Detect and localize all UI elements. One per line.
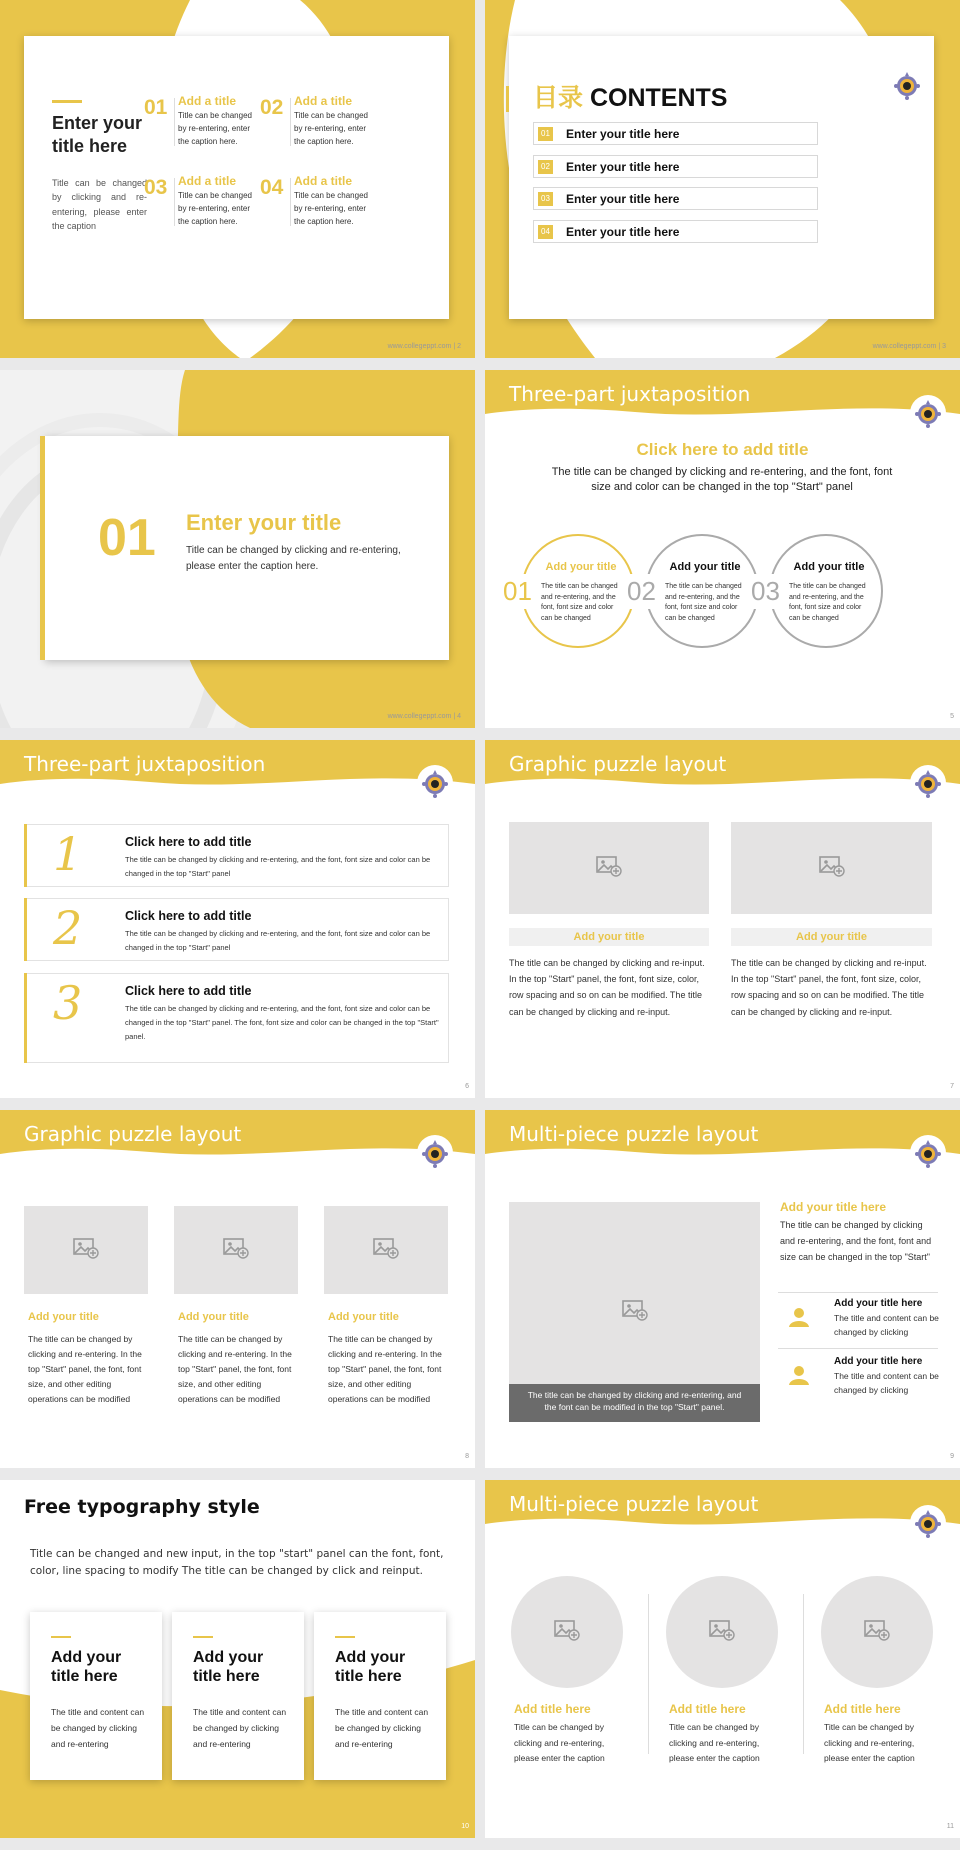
circle-item-03[interactable] <box>751 534 883 654</box>
item-text: Title can be changed by re-entering, enter the caption here. <box>294 111 368 146</box>
image-placeholder[interactable] <box>731 822 932 914</box>
col-text: Title can be changed by clicking and re-entering, please enter the caption <box>669 1722 760 1764</box>
intro-text: Title can be changed and new input, in the top "start" panel can the font, font, color, line spacing to modify The title can be changed by click and reinput. <box>30 1548 444 1577</box>
row-title: Click here to add title <box>125 835 252 849</box>
contents-item-03[interactable] <box>533 187 818 210</box>
logo-icon <box>913 1508 943 1538</box>
circle-number: 01 <box>503 574 532 609</box>
text-card <box>30 1612 162 1780</box>
divider <box>174 178 175 226</box>
circle-title: Add your title <box>669 561 741 573</box>
row-text: The title can be changed by clicking and re-entering, and the font, font size and color can be changed in the top "Start" panel <box>125 855 431 878</box>
item-title: Add a title <box>294 174 353 188</box>
user-icon <box>788 1306 810 1328</box>
circle-item-01[interactable] <box>503 534 635 654</box>
image-placeholder[interactable] <box>509 822 709 914</box>
col-title: Add title here <box>669 1702 746 1716</box>
image-caption: The title can be changed by clicking and re-entering, and the font can be modified in the top "Start" panel. <box>509 1384 760 1422</box>
band-title: Multi-piece puzzle layout <box>509 1122 759 1146</box>
card-accent <box>335 1636 355 1638</box>
section-caption: Title can be changed by clicking and re-entering, please enter the caption here. <box>186 545 401 572</box>
item-title: Add your title here <box>834 1298 923 1309</box>
card-text: The title and content can be changed by clicking and re-entering <box>51 1707 145 1750</box>
item-number: 02 <box>260 96 284 119</box>
band-title: Three-part juxtaposition <box>509 382 751 406</box>
col-text: The title can be changed by clicking and re-entering. In the top "Start" panel, the font, font size, and other editing operations can be modified <box>328 1334 442 1404</box>
item-number: 01 <box>538 127 553 141</box>
divider <box>648 1594 649 1754</box>
slide-11[interactable] <box>485 1480 960 1838</box>
item-number: 02 <box>538 160 553 174</box>
col-text: The title can be changed by clicking and re-entering. In the top "Start" panel, the font, font size, and other editing operations can be modified <box>28 1334 142 1404</box>
item-text: Title can be changed by re-entering, enter the caption here. <box>294 191 368 226</box>
col-title: Add your title <box>178 1311 249 1323</box>
row-text: The title can be changed by clicking and re-entering, and the font, font size and color can be changed in the top "Start" panel <box>125 929 431 952</box>
image-icon <box>73 1237 99 1264</box>
list-row-2[interactable] <box>24 898 449 961</box>
row-accent <box>24 973 27 1063</box>
circle-text: The title can be changed and re-entering, and the font, font size and color can be changed <box>541 583 618 622</box>
user-icon <box>788 1364 810 1386</box>
logo-icon <box>892 70 922 100</box>
band-title: Graphic puzzle layout <box>509 752 727 776</box>
slide-10[interactable] <box>0 1480 475 1838</box>
row-title: Click here to add title <box>125 909 252 923</box>
row-title: Click here to add title <box>125 984 252 998</box>
item-title: Add a title <box>178 174 237 188</box>
side-text: The title can be changed by clicking and re-entering, and the font, font and size can be changed in the top "Start" <box>780 1220 932 1262</box>
row-text: The title can be changed by clicking and re-entering, and the font, font size and color can be changed in the top "Start" panel. The font, font size and color can be changed in the top "Start" panel. <box>125 1004 439 1041</box>
slide-title: Free typography style <box>24 1496 260 1518</box>
contents-en: CONTENTS <box>589 84 728 112</box>
list-row-1[interactable] <box>24 824 449 887</box>
caption: Title can be changed by clicking and re-entering, please enter the caption <box>52 178 147 232</box>
col-title: Add your title <box>509 928 709 946</box>
logo-icon <box>420 768 450 798</box>
page-number: 6 <box>465 1083 469 1090</box>
card-accent <box>193 1636 213 1638</box>
divider <box>778 1348 938 1349</box>
slide-4[interactable]: 01 Enter your title Title can be changed by clicking and re-entering, please enter the caption here. www.collegeppt.com | 4 <box>0 370 475 728</box>
page-number: 7 <box>950 1083 954 1090</box>
list-row-3[interactable] <box>24 973 449 1063</box>
band-title: Graphic puzzle layout <box>24 1122 242 1146</box>
col-title: Add your title <box>28 1311 99 1323</box>
page-number: 4 <box>457 713 461 720</box>
item-number: 03 <box>144 176 168 199</box>
circle-text: The title can be changed and re-entering, and the font, font size and color can be changed <box>665 583 742 622</box>
row-accent <box>24 824 27 887</box>
circle-text: The title can be changed and re-entering, and the font, font size and color can be changed <box>789 583 866 622</box>
divider <box>290 178 291 226</box>
contents-card <box>509 36 934 319</box>
card-accent <box>51 1636 71 1638</box>
image-icon <box>864 1619 890 1646</box>
slide-7[interactable] <box>485 740 960 1098</box>
col-text: The title can be changed by clicking and re-input. In the top "Start" panel, the font, font size, color, row spacing and so on can be modified. The title can be changed by clicking and re-input. <box>731 958 927 1017</box>
page-number: 10 <box>461 1823 469 1830</box>
circle-title: Add your title <box>793 561 865 573</box>
footer-site: www.collegeppt.com <box>872 343 937 350</box>
slide-2[interactable]: Enter your title here Title can be changed by clicking and re-entering, please enter the caption 01 Add a title Title can be changed by re-entering, enter the caption here. 02 Add a title Title can be changed by re-entering, enter the caption here. 03 Add a title Title can be changed by re-entering, enter the caption here. 04 Add a title Title can be changed by re-entering, enter the caption here. www.collegeppt.com | 2 <box>0 0 475 358</box>
contents-cn: 目录 <box>533 84 584 112</box>
card-title: Add your title here <box>193 1649 264 1686</box>
circle-number: 03 <box>751 574 780 609</box>
card-text: The title and content can be changed by clicking and re-entering <box>193 1707 287 1750</box>
item-title: Add your title here <box>834 1356 923 1367</box>
circle-number: 02 <box>627 574 656 609</box>
page-number: 9 <box>950 1453 954 1460</box>
item-label: Enter your title here <box>566 159 680 174</box>
image-icon <box>596 855 622 882</box>
col-text: The title can be changed by clicking and re-input. In the top "Start" panel, the font, font size, color, row spacing and so on can be modified. The title can be changed by clicking and re-input. <box>509 958 705 1017</box>
section-title: Enter your title <box>186 510 342 535</box>
page-number: 5 <box>950 713 954 720</box>
image-placeholder[interactable] <box>174 1206 298 1294</box>
image-icon <box>373 1237 399 1264</box>
item-label: Enter your title here <box>566 192 680 206</box>
item-text: Title can be changed by re-entering, enter the caption here. <box>178 111 252 146</box>
col-text: The title can be changed by clicking and re-entering. In the top "Start" panel, the font, font size, and other editing operations can be modified <box>178 1334 292 1404</box>
card-title: Add your title here <box>51 1649 122 1686</box>
logo-icon <box>420 1138 450 1168</box>
card-title: Add your title here <box>335 1649 406 1686</box>
band-title: Multi-piece puzzle layout <box>509 1492 759 1516</box>
item-number: 03 <box>538 192 553 206</box>
page-number: 2 <box>457 343 461 350</box>
divider <box>803 1594 804 1754</box>
slide-title: Click here to add title <box>636 440 809 459</box>
item-title: Add a title <box>178 94 237 108</box>
heading: Enter your title here <box>52 113 143 156</box>
content-card <box>24 36 449 319</box>
row-number: 2 <box>53 901 83 955</box>
logo-icon <box>913 1138 943 1168</box>
image-icon <box>223 1237 249 1264</box>
contents-item-02[interactable] <box>533 155 818 178</box>
image-icon <box>819 855 845 882</box>
item-number: 04 <box>260 176 284 199</box>
circle-title: Add your title <box>545 561 617 573</box>
col-title: Add your title <box>731 928 932 946</box>
accent-bar <box>52 100 82 103</box>
item-number: 04 <box>538 225 553 239</box>
item-text: The title and content can be changed by clicking <box>834 1313 939 1337</box>
text-card <box>172 1612 304 1780</box>
image-placeholder[interactable] <box>24 1206 148 1294</box>
slide-9[interactable] <box>485 1110 960 1468</box>
card-text: The title and content can be changed by clicking and re-entering <box>335 1707 429 1750</box>
image-placeholder[interactable] <box>666 1576 778 1688</box>
page-number: 8 <box>465 1453 469 1460</box>
page-number: 11 <box>946 1823 954 1830</box>
slide-3[interactable]: 目录 CONTENTS 01 Enter your title here 02 Enter your title here 03 Enter your title here 04 Enter your title here www.collegeppt.com | 3 <box>485 0 960 358</box>
item-text: The title and content can be changed by clicking <box>834 1371 939 1395</box>
slide-subtitle: The title can be changed by clicking and re-entering, and the font, font size and color can be changed in the top "Start" panel <box>551 466 893 493</box>
row-accent <box>24 898 27 961</box>
divider <box>290 98 291 146</box>
slide-6[interactable] <box>0 740 475 1098</box>
item-label: Enter your title here <box>566 127 680 141</box>
image-placeholder[interactable] <box>821 1576 933 1688</box>
contents-item-04[interactable] <box>533 220 818 243</box>
row-number: 3 <box>53 976 83 1030</box>
image-placeholder[interactable] <box>324 1206 448 1294</box>
item-label: Enter your title here <box>566 224 680 239</box>
logo-icon <box>913 768 943 798</box>
contents-item-01[interactable] <box>533 122 818 145</box>
col-title: Add title here <box>514 1702 591 1716</box>
col-text: Title can be changed by clicking and re-entering, please enter the caption <box>824 1722 915 1764</box>
col-title: Add your title <box>328 1311 399 1323</box>
col-text: Title can be changed by clicking and re-entering, please enter the caption <box>514 1722 605 1764</box>
image-placeholder[interactable] <box>511 1576 623 1688</box>
section-number: 01 <box>98 509 156 567</box>
slide-8[interactable] <box>0 1110 475 1468</box>
footer-site: www.collegeppt.com <box>387 713 452 720</box>
logo-icon <box>913 398 943 428</box>
item-text: Title can be changed by re-entering, enter the caption here. <box>178 191 252 226</box>
item-title: Add a title <box>294 94 353 108</box>
section-card <box>45 436 449 660</box>
footer-site: www.collegeppt.com <box>387 343 452 350</box>
band-title: Three-part juxtaposition <box>24 752 266 776</box>
slide-5[interactable] <box>485 370 960 728</box>
image-icon <box>554 1619 580 1646</box>
col-title: Add title here <box>824 1702 901 1716</box>
item-number: 01 <box>144 96 168 119</box>
divider <box>174 98 175 146</box>
page-number: 3 <box>942 343 946 350</box>
side-title: Add your title here <box>780 1200 887 1214</box>
text-card <box>314 1612 446 1780</box>
circle-item-02[interactable] <box>627 534 759 654</box>
image-icon <box>622 1299 648 1326</box>
image-icon <box>709 1619 735 1646</box>
row-number: 1 <box>53 827 83 881</box>
